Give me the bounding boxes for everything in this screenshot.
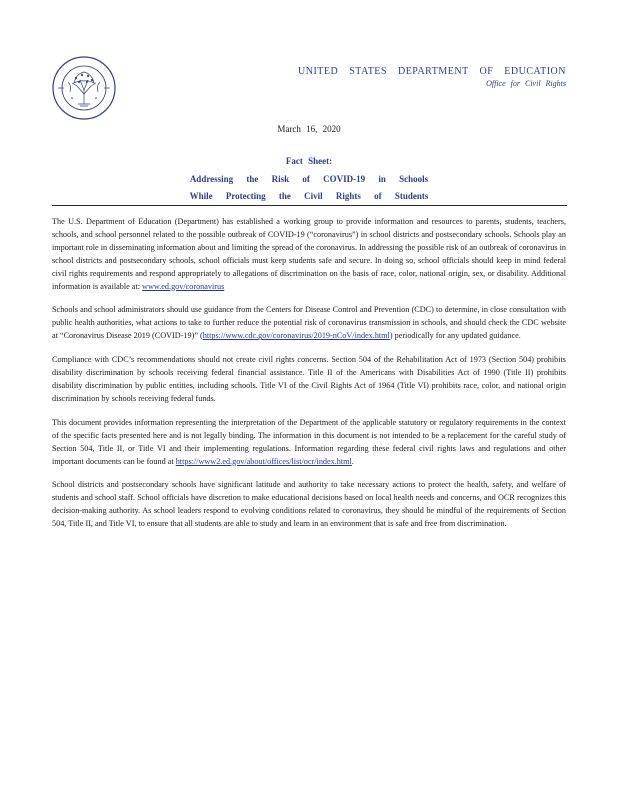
document-subtitle-line-1: Addressing the Risk of COVID-19 in Schools [189, 174, 429, 184]
document-subtitle-line-2: While Protecting the Civil Rights of Students [189, 191, 429, 201]
paragraph-text: Schools and school administrators should use guidance from the Centers for Disease Control and Prevention (CDC) to determine, in close consultation with public health authorities, what actions to take to further reduce the potential risk of coronavirus transmission in schools, and should check the CDC website at “Coronavirus Disease 2019 (COVID-19)” ( [52, 305, 566, 341]
paragraph-text: The U.S. Department of Education (Department) has established a working group to provide information and resources to parents, students, teachers, schools, and school personnel related to the possible outbreak of COVID-19 (“coronavirus”) in school districts and postsecondary schools. Schools play an important role in disseminating information about and limiting the spread of the coronavirus. In addressing the possible risk of an outbreak of coronavirus in school districts and postsecondary schools, school officials must keep students safe and secure. In doing so, school officials should keep in mind federal civil rights requirements and respond appropriately to allegations of discrimination on the basis of race, color, national origin, sex, or disability. Additional information is available at: [52, 217, 566, 291]
paragraph-text-after: ) periodically for any updated guidance. [389, 331, 521, 341]
paragraph-text: School districts and postsecondary schools have significant latitude and authority to take necessary actions to protect the health, safety, and welfare of students and school staff. School officials have discretion to make educational decisions based on local health needs and concerns, and OCR recognizes this decision-making authority. As school leaders respond to evolving conditions related to coronavirus, they should be mindful of the requirements of Section 504, Title II, and Title VI, to ensure that all students are able to study and learn in an environment that is safe and free from discrimination. [52, 480, 566, 529]
department-seal-icon [52, 56, 116, 120]
ed-gov-coronavirus-link[interactable]: www.ed.gov/coronavirus [142, 281, 225, 291]
document-title: Fact Sheet: [285, 156, 333, 166]
ocr-offices-link[interactable]: https://www2.ed.gov/about/offices/list/ocr/index.html [175, 456, 352, 466]
agency-header [298, 66, 566, 88]
paragraph-interpretation [52, 417, 566, 469]
document-date: March 16, 2020 [277, 124, 341, 134]
cdc-coronavirus-link[interactable]: https://www.cdc.gov/coronavirus/2019-nCoV/index.html [202, 331, 390, 341]
paragraph-cdc-guidance [52, 304, 566, 343]
paragraph-text: Compliance with CDC’s recommendations should not create civil rights concerns. Section 504 of the Rehabilitation Act of 1973 (Section 504) prohibits disability discrimination by schools receiving federal financial assistance. Title II of the Americans with Disabilities Act of 1990 (Title II) prohibits disability discrimination by public entities, including schools. Title VI of the Civil Rights Act of 1964 (Title VI) prohibits race, color, and national origin discrimination by schools receiving federal funds. [52, 355, 566, 403]
title-divider [52, 205, 567, 206]
paragraph-text-after: . [351, 456, 354, 466]
agency-office: Office for Civil Rights [486, 79, 566, 88]
paragraph-text: This document provides information representing the interpretation of the Department of the applicable statutory or regulatory requirements in the context of the specific facts presented here and is not legally binding. The information in this document is not intended to be a replacement for the careful study of Section 504, Title II, or Title VI and their implementing regulations. Information regarding these federal civil rights laws and regulations and other important documents can be found at [52, 417, 566, 466]
agency-name: UNITED STATES DEPARTMENT OF EDUCATION [298, 66, 566, 77]
paragraph-compliance [52, 354, 566, 406]
paragraph-school-discretion [52, 479, 566, 531]
paragraph-working-group [52, 216, 566, 293]
document-body [52, 216, 566, 542]
